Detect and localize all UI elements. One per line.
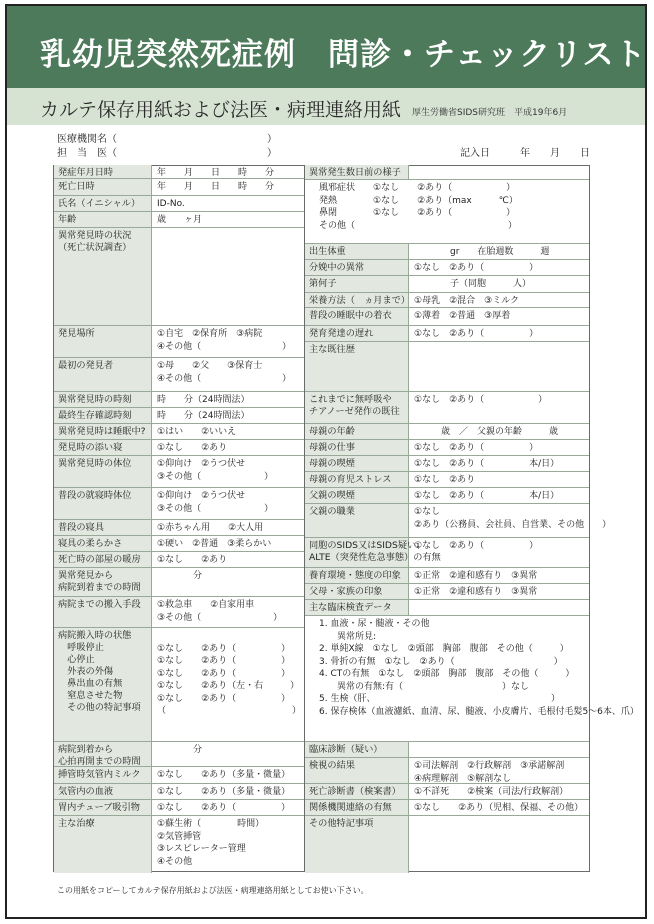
right-field-value[interactable]: ①なし ②あり <box>414 475 476 485</box>
left-field-label: 気管内の血液 <box>54 784 152 799</box>
left-field-row <box>54 391 304 407</box>
right-field-row <box>305 391 589 423</box>
left-field-label: 死亡日時 <box>54 179 152 195</box>
left-field-label: 年齢 <box>54 212 152 227</box>
left-field-row <box>54 487 304 519</box>
right-field-row <box>305 243 589 259</box>
right-field-label: 父親の職業 <box>305 504 409 537</box>
right-field-row <box>305 341 589 391</box>
right-field-label: 出生体重 <box>305 244 409 259</box>
left-field-label: 病院搬入時の状態 呼吸停止 心停止 外表の外傷 鼻出血の有無 窒息させた物 その他の特記事項 <box>54 628 152 741</box>
right-field-label: 普段の睡眠中の着衣 <box>305 308 409 325</box>
page-subtitle: カルテ保存用紙および法医・病理連絡用紙 <box>40 99 402 121</box>
right-field-value[interactable]: 風邪症状 ①なし ②あり（ ） 発熱 ①なし ②あり（max ℃） 鼻閉 ①なし ②あり（ ） その他（ ） <box>319 183 518 231</box>
left-field-label: 発見場所 <box>54 326 152 357</box>
left-field-value[interactable]: ①なし ②あり（多量・微量） <box>157 787 291 797</box>
left-field-row <box>54 551 304 567</box>
left-field-value[interactable]: ①仰向け ②うつ伏せ ③その他（ ） <box>157 459 274 482</box>
right-field-value[interactable]: 1. 血液・尿・髄液・その他 異常所見: 2. 単純X線 ①なし ②頭部 胸部 腹部 その他（ ） 3. 骨折の有無 ①なし ②あり（ ） 4. CTの有無 ①なし ②頭部 胸部 腹部 その他（ ） 異常の有無:有（ ）なし 5. 生検（肝、 ） 6. 保存検体（血液濾紙、血清、尿、髄液、小皮膚片、毛根付毛髪5～6本、爪） <box>319 619 639 717</box>
right-field-label: 母親の仕事 <box>305 440 409 455</box>
right-field-row <box>305 615 639 741</box>
footer-note: この用紙をコピーしてカルテ保存用紙および法医・病理連絡用紙としてお使い下さい。 <box>57 886 369 895</box>
left-field-label: 氏名（イニシャル） <box>54 196 152 211</box>
left-field-row <box>54 439 304 455</box>
right-field-label: 父母・家族の印象 <box>305 584 409 599</box>
left-field-value[interactable]: 年 月 日 時 分 <box>157 182 275 192</box>
right-field-label: 養育環境・態度の印象 <box>305 568 409 583</box>
right-field-label: 第何子 <box>305 276 409 292</box>
right-field-label: 分娩中の異常 <box>305 260 409 275</box>
right-field-label: 父親の喫煙 <box>305 488 409 503</box>
right-field-value[interactable]: ①なし ②あり（ 本/日） <box>414 459 560 469</box>
page-title: 乳幼児突然死症例 問診・チェックリスト <box>40 37 647 73</box>
right-field-value[interactable]: ①なし ②あり（ ） <box>414 443 539 453</box>
right-field-row <box>305 583 589 599</box>
left-field-row <box>54 783 304 799</box>
right-field-row <box>305 471 589 487</box>
left-field-row <box>54 423 304 439</box>
right-field-row <box>305 325 589 341</box>
left-field-label: 最初の発見者 <box>54 358 152 391</box>
left-field-label: 普段の就寝時体位 <box>54 488 152 519</box>
left-field-label: 異常発見時の時刻 <box>54 392 152 407</box>
left-field-row <box>54 178 304 195</box>
left-field-value[interactable]: ①なし ②あり（多量・微量） <box>157 770 291 780</box>
right-field-row <box>305 599 589 615</box>
right-field-row <box>305 783 589 799</box>
left-field-label: 異常発見時は睡眠中? <box>54 424 152 439</box>
right-field-value[interactable]: ①正常 ②違和感有り ③異常 <box>414 571 538 581</box>
left-field-label: 主な治療 <box>54 816 152 873</box>
right-field-row <box>305 455 589 471</box>
left-field-label: 病院到着から 心拍再開までの時間 <box>54 742 152 766</box>
left-field-value[interactable]: 分 <box>157 571 203 581</box>
left-field-row <box>54 227 304 325</box>
right-field-row <box>305 307 589 325</box>
right-field-value[interactable] <box>409 600 589 615</box>
left-field-row <box>54 519 304 535</box>
right-field-row <box>305 741 589 757</box>
right-field-label: 同胞のSIDS又はSIDS疑い、 ALTE（突発性危急事態）の有無 <box>305 538 409 567</box>
right-field-label: これまでに無呼吸や チアノーゼ発作の既往 <box>305 392 409 423</box>
left-field-value[interactable]: ①母 ②父 ③保育士 ④その他（ ） <box>157 361 292 384</box>
right-field-label: 母親の喫煙 <box>305 456 409 471</box>
left-field-row <box>54 357 304 391</box>
right-field-value[interactable] <box>409 742 589 757</box>
left-field-row <box>54 211 304 227</box>
right-field-row <box>305 567 589 583</box>
left-field-value[interactable]: 年 月 日 時 分 <box>157 168 275 178</box>
right-field-row <box>305 487 589 503</box>
left-field-value[interactable]: ①なし ②あり（ ） ①なし ②あり（ ） ①なし ②あり（ ） ①なし ②あり（左・右 ） ①なし ②あり（ ） （ ） <box>157 643 302 716</box>
left-field-row <box>54 815 304 873</box>
right-field-value[interactable]: gr 在胎週数 週 <box>414 247 550 257</box>
left-field-row <box>54 535 304 551</box>
right-field-value[interactable] <box>409 816 589 873</box>
right-field-label: 関係機関連絡の有無 <box>305 800 409 815</box>
right-field-label: 検視の結果 <box>305 758 409 783</box>
left-field-label: 病院までの搬入手段 <box>54 597 152 627</box>
entry-date-field[interactable]: 記入日 年 月 日 <box>460 148 590 159</box>
left-field-row <box>54 165 304 178</box>
left-field-value[interactable]: 時 分（24時間法） <box>157 411 250 421</box>
right-field-label: 母親の年齢 <box>305 424 409 439</box>
right-field-label: 発育発達の遅れ <box>305 326 409 341</box>
right-field-row <box>305 165 589 179</box>
left-field-row <box>54 799 304 815</box>
left-field-value[interactable]: ①赤ちゃん用 ②大人用 <box>157 523 264 533</box>
right-field-value[interactable]: ①なし ②あり（公務員、会社員、自営業、その他 <box>414 507 585 530</box>
right-field-row <box>305 503 589 537</box>
right-field-row <box>305 439 589 455</box>
left-field-value[interactable] <box>152 228 304 325</box>
doctor-field[interactable]: 担 当 医（ ） <box>57 148 277 159</box>
left-field-label: 異常発見時の状況 （死亡状況調査） <box>54 228 152 325</box>
organization-label: 厚生労働省SIDS研究班 平成19年6月 <box>412 108 568 118</box>
left-field-value[interactable]: ①蘇生術（ 時間） ②気管挿管 ③レスピレーター管理 ④その他 <box>157 819 265 867</box>
left-field-value[interactable]: 分 <box>157 745 203 755</box>
left-field-label: 胃内チューブ吸引物 <box>54 800 152 815</box>
left-field-label: 寝具の柔らかさ <box>54 536 152 551</box>
left-field-label: 発症年月日時 <box>54 165 152 178</box>
right-field-label: 母親の育児ストレス <box>305 472 409 487</box>
left-field-row <box>54 407 304 423</box>
left-field-value[interactable]: ①自宅 ②保育所 ③病院 ④その他（ ） <box>157 329 292 352</box>
right-field-label: 異常発生数日前の様子 <box>305 165 409 179</box>
right-field-value[interactable]: ①なし ②あり（ ） <box>414 541 539 551</box>
left-field-value[interactable]: ①なし ②あり <box>157 443 228 453</box>
right-field-value[interactable]: ①司法解剖 ②行政解剖 ③承諾解剖 ④病理解剖 ⑤解剖なし <box>414 761 565 784</box>
right-field-row <box>305 815 589 873</box>
left-field-label: 異常発見から 病院到着までの時間 <box>54 568 152 596</box>
right-field-value[interactable]: ①正常 ②違和感有り ③異常 <box>414 587 538 597</box>
left-field-row <box>54 567 304 596</box>
left-field-value[interactable]: ①なし ②あり（ ） <box>157 803 291 813</box>
left-field-label: 普段の寝具 <box>54 520 152 535</box>
right-field-value[interactable] <box>409 342 589 391</box>
left-field-value[interactable]: ①なし ②あり <box>157 555 228 565</box>
left-field-value[interactable]: ①救急車 ②自家用車 ③その他（ ） <box>157 600 283 623</box>
right-field-value[interactable]: ①母乳 ②混合 ③ミルク <box>414 296 520 306</box>
right-field-label: 臨床診断（疑い） <box>305 742 409 757</box>
left-field-row <box>54 195 304 211</box>
left-field-label: 最終生存確認時刻 <box>54 408 152 423</box>
right-field-value[interactable]: ①なし ②あり（ 本/日） <box>414 491 560 501</box>
left-field-value[interactable]: 歳 ヶ月 <box>157 215 203 225</box>
left-field-row <box>54 455 304 487</box>
left-field-label: 死亡時の部屋の暖房 <box>54 552 152 567</box>
right-field-value[interactable]: 歳 ／ 父親の年齢 歳 <box>414 427 559 437</box>
left-field-value[interactable]: ①はい ②いいえ <box>157 427 237 437</box>
left-field-value[interactable]: ID-No. <box>157 199 185 209</box>
right-field-row <box>305 275 589 292</box>
right-field-row <box>305 292 589 307</box>
right-field-value[interactable] <box>409 165 589 179</box>
right-field-row <box>305 423 589 439</box>
right-field-row <box>305 537 589 567</box>
right-field-label: その他特記事項 <box>305 816 409 873</box>
right-field-value[interactable]: ①なし ②あり（児相、保福、その他） <box>414 803 584 813</box>
right-field-row <box>305 757 589 783</box>
right-field-value[interactable]: ①なし ②あり（ ） <box>414 395 548 405</box>
left-field-row <box>54 766 304 783</box>
right-field-value[interactable]: 子（同胞 人） <box>414 279 532 289</box>
left-field-row <box>54 325 304 357</box>
right-field-label: 主な臨床検査データ <box>305 600 409 615</box>
right-field-row <box>305 259 589 275</box>
left-field-row <box>54 741 304 766</box>
right-field-row <box>305 179 589 243</box>
right-field-label: 死亡診断書（検案書） <box>305 784 409 799</box>
left-field-row <box>54 596 304 627</box>
right-field-value[interactable]: ①薄着 ②普通 ③厚着 <box>414 311 511 321</box>
right-field-label: 主な既往歴 <box>305 342 409 391</box>
right-field-value[interactable]: ①なし ②あり（ ） <box>414 329 539 339</box>
facility-name-field[interactable]: 医療機関名（ ） <box>57 134 277 145</box>
left-field-value[interactable]: 時 分（24時間法） <box>157 395 250 405</box>
right-field-row <box>305 799 589 815</box>
right-field-value[interactable]: ①不詳死 ②検案（司法/行政解剖） <box>414 787 569 797</box>
left-field-row <box>54 627 304 741</box>
left-field-label: 発見時の添い寝 <box>54 440 152 455</box>
right-field-value[interactable]: ①なし ②あり（ ） <box>414 263 539 273</box>
left-field-label: 挿管時気管内ミルク <box>54 767 152 783</box>
left-field-value[interactable]: ①仰向け ②うつ伏せ ③その他（ ） <box>157 491 274 514</box>
left-field-label: 異常発見時の体位 <box>54 456 152 487</box>
left-field-value[interactable]: ①硬い ②普通 ③柔らかい <box>157 539 272 549</box>
right-field-label: 栄養方法（ ヵ月まで） <box>305 293 409 307</box>
